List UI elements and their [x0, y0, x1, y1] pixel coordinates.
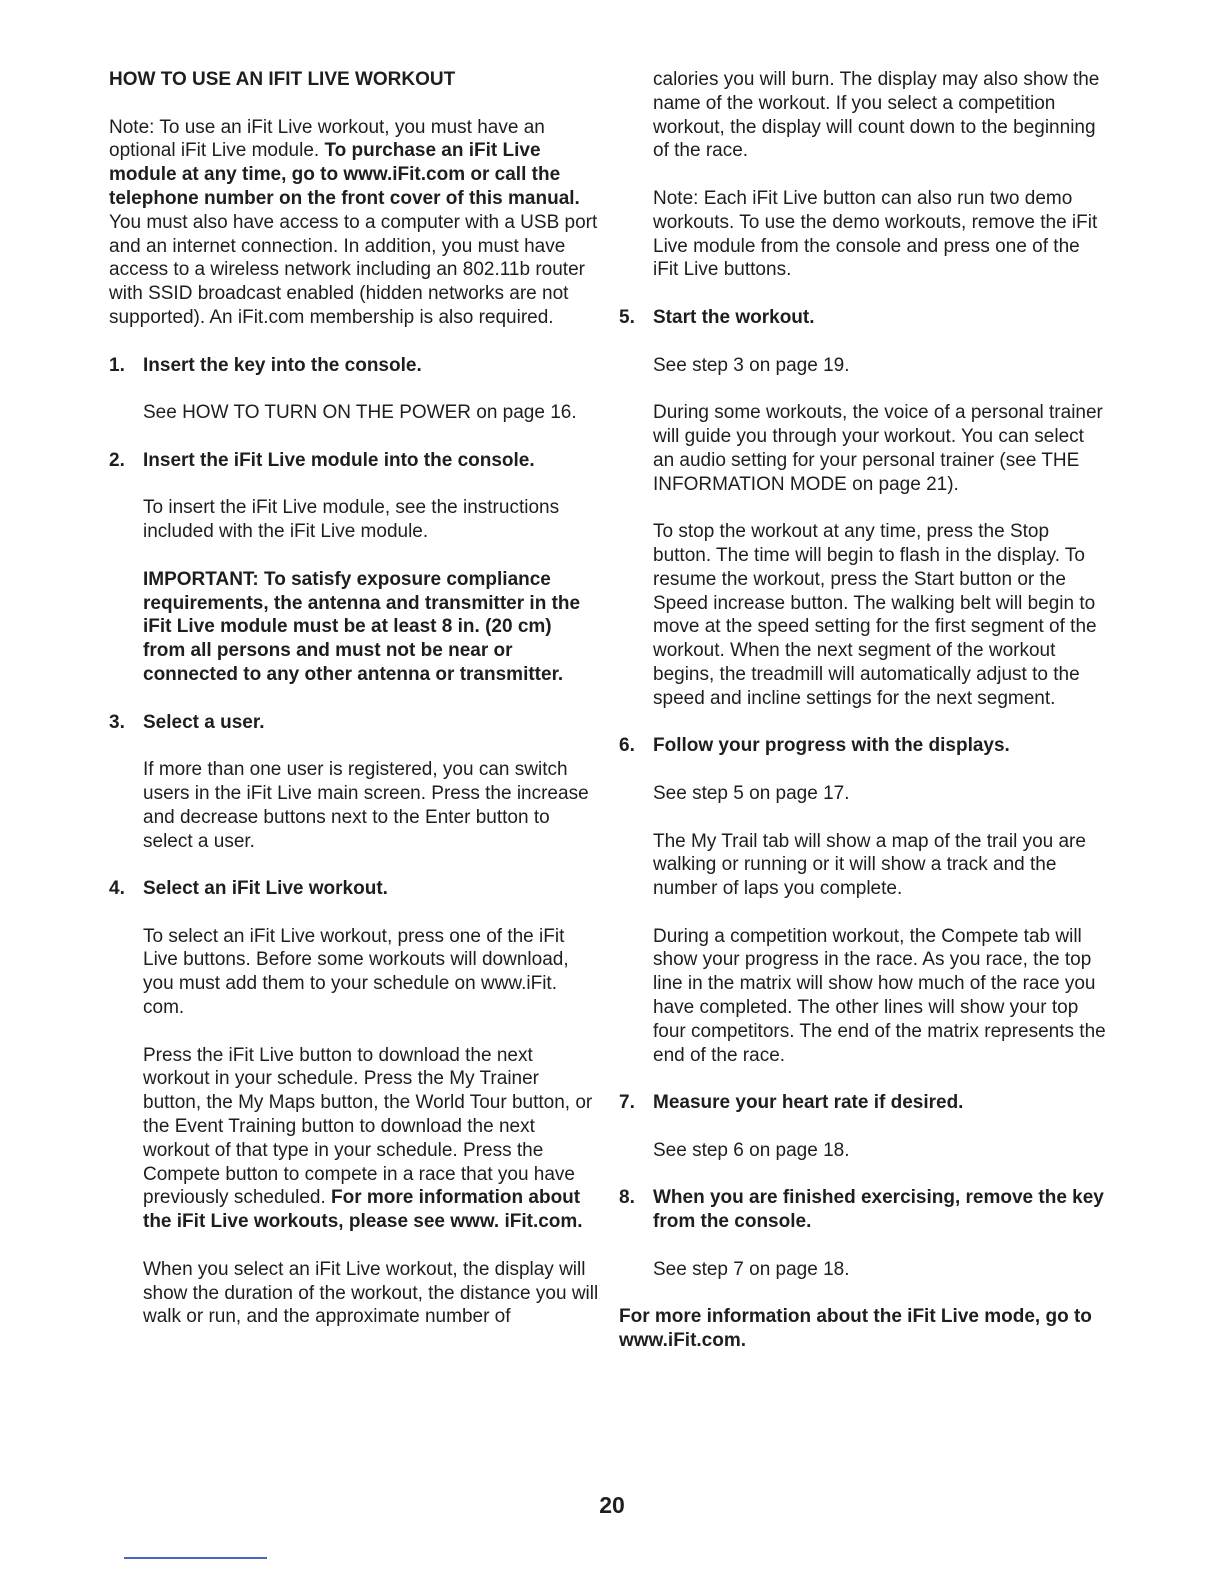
step-5-text-2: During some workouts, the voice of a personal trainer will guide you through your workout. You can select an audio setting for your personal trainer (see THE INFORMATION MODE on page 21).: [653, 402, 1103, 495]
step-6-number: 6.: [619, 735, 635, 757]
step-7-text: See step 6 on page 18.: [653, 1139, 850, 1161]
step-8-text: See step 7 on page 18.: [653, 1258, 850, 1280]
step-1-number: 1.: [109, 354, 125, 376]
continued-text: calories you will burn. The display may also show the name of the workout. If you select a competition workout, the display will count down to the beginning of the race.: [653, 69, 1100, 162]
step-4-text-3: When you select an iFit Live workout, the display will show the duration of the workout, the distance you will walk or run, and the approximate number of: [143, 1258, 599, 1328]
step-4-title-text: Select an iFit Live workout.: [143, 878, 388, 900]
step-5-text-1: See step 3 on page 19.: [653, 354, 850, 376]
step-2-title-text: Insert the iFit Live module into the console.: [143, 449, 535, 471]
left-column: [109, 68, 599, 1353]
step-4-title: [109, 877, 599, 901]
intro-note-text: Note: To use an iFit Live workout, you must have an optional iFit Live module.: [109, 116, 545, 162]
step-8-title-text: When you are finished exercising, remove the key from the console.: [653, 1187, 1104, 1233]
step-6-text-1: See step 5 on page 17.: [653, 782, 850, 804]
step-4-text-2-body: Press the iFit Live button to download the next workout in your schedule. Press the My Trainer button, the My Maps button, the World Tour button, or the Event Training button to download the next workout of that type in your schedule. Press the Compete button to compete in a race that you have previously scheduled.: [143, 1044, 593, 1209]
step-6-title: [619, 734, 1109, 758]
intro-note-bold: To purchase an iFit Live module at any time, go to www.iFit.com or call the telephone number on the front cover of this manual.: [109, 140, 580, 209]
step-5-number: 5.: [619, 306, 635, 328]
step-8-title: [619, 1186, 1109, 1234]
step-4-number: 4.: [109, 878, 125, 900]
bottom-rule: [124, 1557, 267, 1559]
step-2-title: [109, 449, 599, 473]
intro-note: [109, 116, 599, 330]
page-number: 20: [599, 1492, 625, 1518]
step-5-title-text: Start the workout.: [653, 306, 815, 328]
step-5-title: [619, 306, 1109, 330]
step-2-text: To insert the iFit Live module, see the instructions included with the iFit Live module.: [143, 497, 560, 543]
step-2-important: IMPORTANT: To satisfy exposure compliance requirements, the antenna and transmitter in the iFit Live module must be at least 8 in. (20 cm) from all persons and must not be near or connected to any other antenna or transmitter.: [143, 568, 581, 685]
step-6-text-2: The My Trail tab will show a map of the trail you are walking or running or it will show a track and the number of laps you complete.: [653, 830, 1086, 900]
step-5-text-3: To stop the workout at any time, press the Stop button. The time will begin to flash in the display. To resume the workout, press the Start button or the Speed increase button. The walking belt will begin to move at the speed setting for the first segment of the workout. When the next segment of the workout begins, the treadmill will automatically adjust to the speed and incline settings for the next segment.: [653, 521, 1097, 709]
step-2-number: 2.: [109, 449, 125, 471]
step-1-title-text: Insert the key into the console.: [143, 354, 422, 376]
step-7-title: [619, 1091, 1109, 1115]
intro-note-rest: You must also have access to a computer with a USB port and an internet connection. In addition, you must have access to a wireless network including an 802.11b router with SSID broadcast enabled (hidden networks are not supported). An iFit.com membership is also required.: [109, 211, 598, 328]
step-3-text: If more than one user is registered, you can switch users in the iFit Live main screen. Press the increase and decrease buttons next to the Enter button to select a user.: [143, 759, 589, 852]
step-6-text-3: During a competition workout, the Compete tab will show your progress in the race. As you race, the top line in the matrix will show how much of the race you have completed. The other lines will show your top four competitors. The end of the matrix represents the end of the race.: [653, 925, 1106, 1066]
step-4-text-2-bold: For more information about the iFit Live workouts, please see www. iFit.com.: [143, 1187, 583, 1233]
demo-note: Note: Each iFit Live button can also run two demo workouts. To use the demo workouts, remove the iFit Live module from the console and press one of the iFit Live buttons.: [653, 187, 1098, 281]
step-4-text-1: To select an iFit Live workout, press one of the iFit Live buttons. Before some workouts will download, you must add them to your schedule on www.iFit. com.: [143, 925, 569, 1019]
step-7-title-text: Measure your heart rate if desired.: [653, 1092, 964, 1114]
step-4-text-2: [109, 1044, 599, 1234]
step-3-title: [109, 711, 599, 735]
section-heading: HOW TO USE AN IFIT LIVE WORKOUT: [109, 69, 456, 90]
step-1-text: See HOW TO TURN ON THE POWER on page 16.: [143, 402, 577, 424]
right-column: [619, 68, 1109, 1377]
step-8-number: 8.: [619, 1187, 635, 1209]
step-3-number: 3.: [109, 711, 125, 733]
step-7-number: 7.: [619, 1092, 635, 1114]
step-1-title: [109, 354, 599, 378]
step-6-title-text: Follow your progress with the displays.: [653, 735, 1010, 757]
step-3-title-text: Select a user.: [143, 711, 265, 733]
closing-note: For more information about the iFit Live mode, go to www.iFit.com.: [619, 1306, 1092, 1352]
